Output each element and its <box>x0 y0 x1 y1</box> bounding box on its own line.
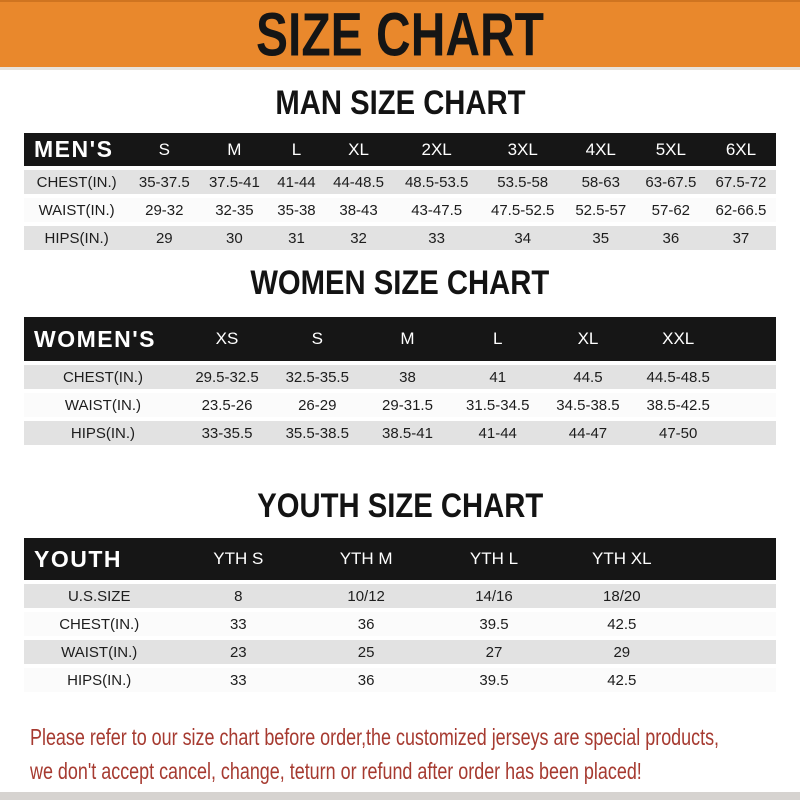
disclaimer <box>30 720 800 788</box>
youth-size-section <box>0 487 800 696</box>
table-row <box>24 584 776 608</box>
size-chart-title: SIZE CHART <box>256 0 544 69</box>
size-value: 29-31.5 <box>362 393 452 417</box>
bottom-edge-strip <box>0 792 800 800</box>
size-value: 36 <box>636 226 706 250</box>
row-spacer-cell <box>686 612 776 636</box>
size-value: 38 <box>362 365 452 389</box>
header-spacer-cell <box>723 317 776 361</box>
women-size-section <box>0 264 800 449</box>
size-column-header: 3XL <box>480 133 566 166</box>
women-size-table <box>24 313 776 449</box>
size-value: 37 <box>706 226 776 250</box>
size-value: 47.5-52.5 <box>480 198 566 222</box>
size-column-header: 2XL <box>394 133 480 166</box>
size-value: 34.5-38.5 <box>543 393 633 417</box>
size-column-header: YTH L <box>430 538 558 580</box>
size-value: 18/20 <box>558 584 686 608</box>
size-value: 41-44 <box>269 170 323 194</box>
size-value: 42.5 <box>558 668 686 692</box>
size-column-header: XS <box>182 317 272 361</box>
size-value: 30 <box>199 226 269 250</box>
size-column-header: 5XL <box>636 133 706 166</box>
row-label: WAIST(IN.) <box>24 198 129 222</box>
size-column-header: XXL <box>633 317 723 361</box>
size-value: 33 <box>174 668 302 692</box>
row-spacer-cell <box>723 365 776 389</box>
youth-section-heading <box>0 487 800 526</box>
size-column-header: S <box>272 317 362 361</box>
table-row <box>24 612 776 636</box>
size-value: 27 <box>430 640 558 664</box>
row-label: WAIST(IN.) <box>24 640 174 664</box>
table-row <box>24 198 776 222</box>
men-size-table <box>24 129 776 254</box>
row-label: U.S.SIZE <box>24 584 174 608</box>
disclaimer-line <box>30 754 800 788</box>
women-table-header-row <box>24 317 776 361</box>
size-value: 43-47.5 <box>394 198 480 222</box>
size-value: 29 <box>558 640 686 664</box>
youth-table-header-row <box>24 538 776 580</box>
size-value: 53.5-58 <box>480 170 566 194</box>
size-value: 32 <box>324 226 394 250</box>
size-column-header: L <box>453 317 543 361</box>
size-value: 31 <box>269 226 323 250</box>
table-row <box>24 640 776 664</box>
men-size-section <box>0 84 800 254</box>
row-label: HIPS(IN.) <box>24 668 174 692</box>
youth-size-table <box>24 534 776 696</box>
size-value: 63-67.5 <box>636 170 706 194</box>
size-column-header: YTH S <box>174 538 302 580</box>
size-column-header: YTH XL <box>558 538 686 580</box>
table-row <box>24 170 776 194</box>
row-spacer-cell <box>723 421 776 445</box>
size-value: 41-44 <box>453 421 543 445</box>
size-value: 35-37.5 <box>129 170 199 194</box>
size-value: 57-62 <box>636 198 706 222</box>
size-value: 23 <box>174 640 302 664</box>
size-value: 31.5-34.5 <box>453 393 543 417</box>
row-spacer-cell <box>723 393 776 417</box>
row-spacer-cell <box>686 668 776 692</box>
size-value: 44.5-48.5 <box>633 365 723 389</box>
size-value: 47-50 <box>633 421 723 445</box>
size-value: 35-38 <box>269 198 323 222</box>
section-heading-text: WOMEN SIZE CHART <box>250 264 550 302</box>
section-heading-text: YOUTH SIZE CHART <box>257 487 543 525</box>
size-value: 32.5-35.5 <box>272 365 362 389</box>
size-value: 44-48.5 <box>324 170 394 194</box>
size-value: 10/12 <box>302 584 430 608</box>
size-charts-container <box>0 84 800 696</box>
size-column-header: M <box>199 133 269 166</box>
youth-table-title-cell: YOUTH <box>24 538 174 580</box>
size-value: 39.5 <box>430 612 558 636</box>
men-section-heading <box>0 84 800 123</box>
size-column-header: S <box>129 133 199 166</box>
size-value: 35.5-38.5 <box>272 421 362 445</box>
size-column-header: L <box>269 133 323 166</box>
size-value: 33 <box>174 612 302 636</box>
row-label: HIPS(IN.) <box>24 421 182 445</box>
size-value: 62-66.5 <box>706 198 776 222</box>
size-column-header: XL <box>324 133 394 166</box>
size-value: 29.5-32.5 <box>182 365 272 389</box>
size-value: 38.5-41 <box>362 421 452 445</box>
size-chart-banner <box>0 0 800 70</box>
size-value: 14/16 <box>430 584 558 608</box>
size-value: 8 <box>174 584 302 608</box>
size-value: 32-35 <box>199 198 269 222</box>
size-value: 33-35.5 <box>182 421 272 445</box>
size-column-header: 4XL <box>566 133 636 166</box>
row-label: CHEST(IN.) <box>24 170 129 194</box>
size-value: 36 <box>302 668 430 692</box>
disclaimer-line <box>30 720 800 754</box>
men-table-title-cell: MEN'S <box>24 133 129 166</box>
table-row <box>24 393 776 417</box>
size-value: 23.5-26 <box>182 393 272 417</box>
size-value: 42.5 <box>558 612 686 636</box>
size-value: 29-32 <box>129 198 199 222</box>
size-value: 38.5-42.5 <box>633 393 723 417</box>
size-column-header: XL <box>543 317 633 361</box>
header-spacer-cell <box>686 538 776 580</box>
section-heading-text: MAN SIZE CHART <box>274 84 526 122</box>
table-row <box>24 668 776 692</box>
men-table-header-row <box>24 133 776 166</box>
size-value: 38-43 <box>324 198 394 222</box>
size-value: 48.5-53.5 <box>394 170 480 194</box>
size-value: 44-47 <box>543 421 633 445</box>
table-row <box>24 226 776 250</box>
row-spacer-cell <box>686 584 776 608</box>
size-value: 26-29 <box>272 393 362 417</box>
row-spacer-cell <box>686 640 776 664</box>
women-section-heading <box>0 264 800 303</box>
size-column-header: YTH M <box>302 538 430 580</box>
disclaimer-line-2-text: we don't accept cancel, change, teturn or refund after order has been placed! <box>30 758 642 784</box>
disclaimer-line-1-text: Please refer to our size chart before order,the customized jerseys are special products, <box>30 724 720 750</box>
size-value: 25 <box>302 640 430 664</box>
size-value: 39.5 <box>430 668 558 692</box>
size-value: 41 <box>453 365 543 389</box>
row-label: WAIST(IN.) <box>24 393 182 417</box>
row-label: CHEST(IN.) <box>24 365 182 389</box>
size-column-header: 6XL <box>706 133 776 166</box>
size-value: 34 <box>480 226 566 250</box>
row-label: CHEST(IN.) <box>24 612 174 636</box>
table-row <box>24 365 776 389</box>
size-column-header: M <box>362 317 452 361</box>
size-value: 37.5-41 <box>199 170 269 194</box>
size-value: 52.5-57 <box>566 198 636 222</box>
women-table-title-cell: WOMEN'S <box>24 317 182 361</box>
size-value: 29 <box>129 226 199 250</box>
row-label: HIPS(IN.) <box>24 226 129 250</box>
size-value: 44.5 <box>543 365 633 389</box>
size-value: 33 <box>394 226 480 250</box>
size-value: 35 <box>566 226 636 250</box>
size-value: 67.5-72 <box>706 170 776 194</box>
size-value: 58-63 <box>566 170 636 194</box>
size-value: 36 <box>302 612 430 636</box>
table-row <box>24 421 776 445</box>
